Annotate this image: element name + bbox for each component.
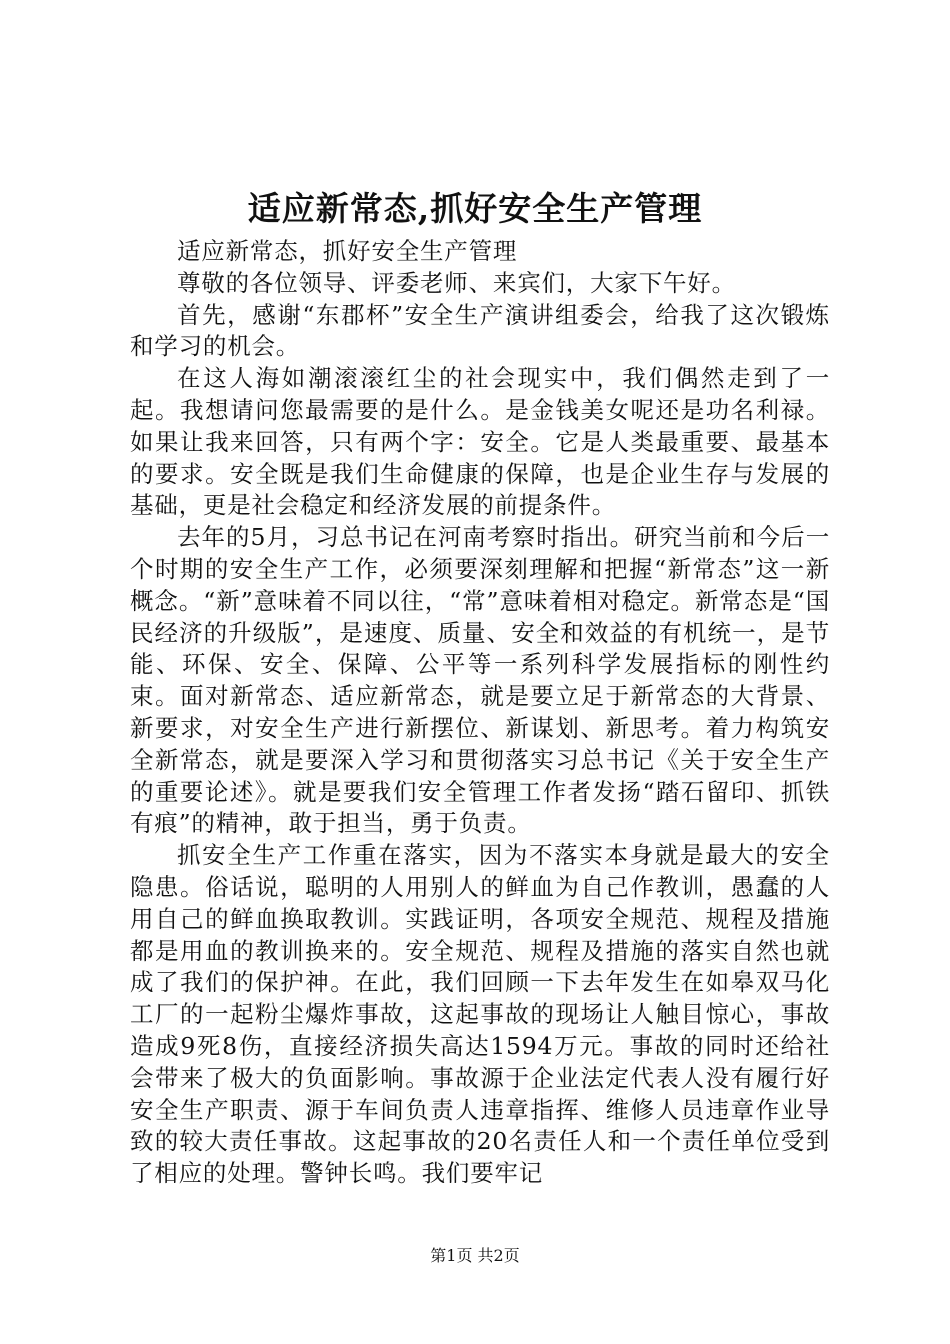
paragraph-implementation: 抓安全生产工作重在落实，因为不落实本身就是最大的安全隐患。俗话说，聪明的人用别人的鲜血为自己作教训，愚蠢的人用自己的鲜血换取教训。实践证明，各项安全规范、规程及措施都是用血的教训换来的。安全规范、规程及措施的落实自然也就成了我们的保护神。在此，我们回顾一下去年发生在如皋双马化工厂的一起粉尘爆炸事故，这起事故的现场让人触目惊心，事故造成9死8伤，直接经济损失高达1594万元。事故的同时还给社会带来了极大的负面影响。事故源于企业法定代表人没有履行好安全生产职责、源于车间负责人违章指挥、维修人员违章作业导致的较大责任事故。这起事故的20名责任人和一个责任单位受到了相应的处理。警钟长鸣。我们要牢记 bbox=[130, 841, 830, 1188]
page-number-footer: 第1页 共2页 bbox=[430, 1246, 520, 1265]
document-body bbox=[130, 236, 830, 1190]
paragraph-thanks: 首先，感谢“东郡杯”安全生产演讲组委会，给我了这次锻炼和学习的机会。 bbox=[130, 300, 830, 361]
paragraph-safety-importance: 在这人海如潮滚滚红尘的社会现实中，我们偶然走到了一起。我想请问您最需要的是什么。是金钱美女呢还是功名利禄。如果让我来回答，只有两个字：安全。它是人类最重要、最基本的要求。安全既是我们生命健康的保障，也是企业生存与发展的基础，更是社会稳定和经济发展的前提条件。 bbox=[130, 364, 830, 520]
paragraph-new-normal: 去年的5月，习总书记在河南考察时指出。研究当前和今后一个时期的安全生产工作，必须要深刻理解和把握“新常态”这一新概念。“新”意味着不同以往，“常”意味着相对稳定。新常态是“国民经济的升级版”，是速度、质量、安全和效益的有机统一，是节能、环保、安全、保障、公平等一系列科学发展指标的刚性约束。面对新常态、适应新常态，就是要立足于新常态的大背景、新要求，对安全生产进行新摆位、新谋划、新思考。着力构筑安全新常态，就是要深入学习和贯彻落实习总书记《关于安全生产的重要论述》。就是要我们安全管理工作者发扬“踏石留印、抓铁有痕”的精神，敢于担当，勇于负责。 bbox=[130, 523, 830, 838]
document-title: 适应新常态,抓好安全生产管理 bbox=[247, 189, 703, 228]
paragraph-greeting: 尊敬的各位领导、评委老师、来宾们，大家下午好。 bbox=[177, 268, 736, 297]
paragraph-subtitle: 适应新常态，抓好安全生产管理 bbox=[177, 237, 518, 265]
